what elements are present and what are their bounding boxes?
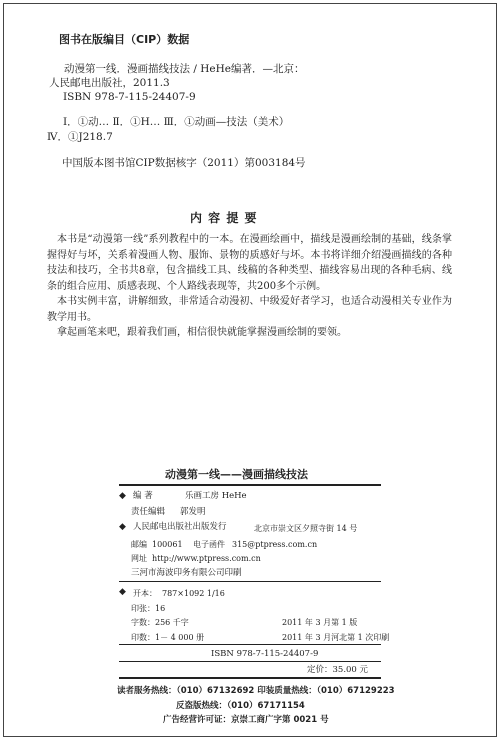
cip-classification: Ⅰ．①动… Ⅱ．①H… Ⅲ．①动画—技法（美术） <box>63 116 290 128</box>
email-label: 电子函件 <box>193 540 225 549</box>
cip-record-number: 中国版本图书馆CIP数据核字（2011）第003184号 <box>62 157 306 169</box>
cip-title-line: 动漫第一线．漫画描线技法 / HeHe编著．—北京： <box>64 63 305 75</box>
colophon-rule <box>119 644 381 645</box>
service-hotlines: 读者服务热线：（010）67132692 印装质量热线：（010）67129223 <box>117 686 395 696</box>
website: http://www.ptpress.com.cn <box>152 554 261 563</box>
editor-label: 责任编辑 <box>131 507 166 517</box>
colophon-title: 动漫第一线——漫画描线技法 <box>165 468 308 481</box>
colophon-rule <box>119 581 381 582</box>
format-label: 开本： <box>133 589 157 598</box>
colophon-isbn: ISBN 978-7-115-24407-9 <box>211 649 319 659</box>
price: 定价：35.00 元 <box>307 665 369 675</box>
cip-publisher-line: 人民邮电出版社，2011.3 <box>49 77 170 89</box>
impression-count: 印数：1－ 4 000 册 <box>131 633 205 642</box>
publisher-address: 北京市崇文区夕照寺街 14 号 <box>254 524 358 533</box>
colophon-rule <box>119 484 381 486</box>
editor-value: 郭发明 <box>180 507 206 517</box>
sheets: 印张：16 <box>131 604 166 613</box>
postcode: 100061 <box>152 540 183 549</box>
colophon-rule <box>119 677 381 679</box>
author-label: 编 著 <box>133 491 153 501</box>
word-count: 字数：256 千字 <box>131 618 189 627</box>
summary-paragraph: 本书是“动漫第一线”系列教程中的一本。在漫画绘画中，描线是漫画绘制的基础，线条掌握得好与坏，关系着漫画人物、服饰、景物的质感好与坏。本书将详细介绍漫画描线的各种技法和技巧，全书共8章，包含描线工具、线稿的各种类型、描线容易出现的各种毛病、线条的组合应用、质感表现、个人路线表现等，共200多个示例。 <box>47 234 452 292</box>
cip-isbn: ISBN 978-7-115-24407-9 <box>63 91 196 103</box>
advertising-license: 广告经营许可证：京崇工商广字第 0021 号 <box>163 715 329 725</box>
publisher: 人民邮电出版社出版发行 <box>133 522 227 532</box>
edition: 2011 年 3 月第 1 版 <box>282 618 358 627</box>
bullet-marker: ◆ <box>119 587 126 597</box>
summary-heading: 内 容 提 要 <box>190 211 258 225</box>
printer: 三河市海波印务有限公司印刷 <box>131 568 242 578</box>
page-border <box>3 3 497 737</box>
summary-paragraph: 本书实例丰富，讲解细致，非常适合动漫初、中级爱好者学习，也适合动漫相关专业作为教学用书。 <box>47 296 452 323</box>
author-value: 乐画工房 HeHe <box>185 491 247 501</box>
impression: 2011 年 3 月河北第 1 次印刷 <box>282 633 390 642</box>
website-label: 网址 <box>131 554 147 563</box>
cip-heading: 图书在版编目（CIP）数据 <box>59 33 190 46</box>
bullet-marker: ◆ <box>119 491 126 501</box>
format-value: 787×1092 1/16 <box>162 589 225 598</box>
postcode-label: 邮编 <box>131 540 147 549</box>
anti-piracy-hotline: 反盗版热线：（010）67171154 <box>176 701 305 711</box>
email: 315@ptpress.com.cn <box>232 540 318 549</box>
cip-classification-code: Ⅳ．①J218.7 <box>47 131 113 143</box>
bullet-marker: ◆ <box>119 522 126 532</box>
summary-paragraph: 拿起画笔来吧，跟着我们画，相信很快就能掌握漫画绘制的要领。 <box>57 327 347 338</box>
colophon-rule <box>119 661 381 662</box>
